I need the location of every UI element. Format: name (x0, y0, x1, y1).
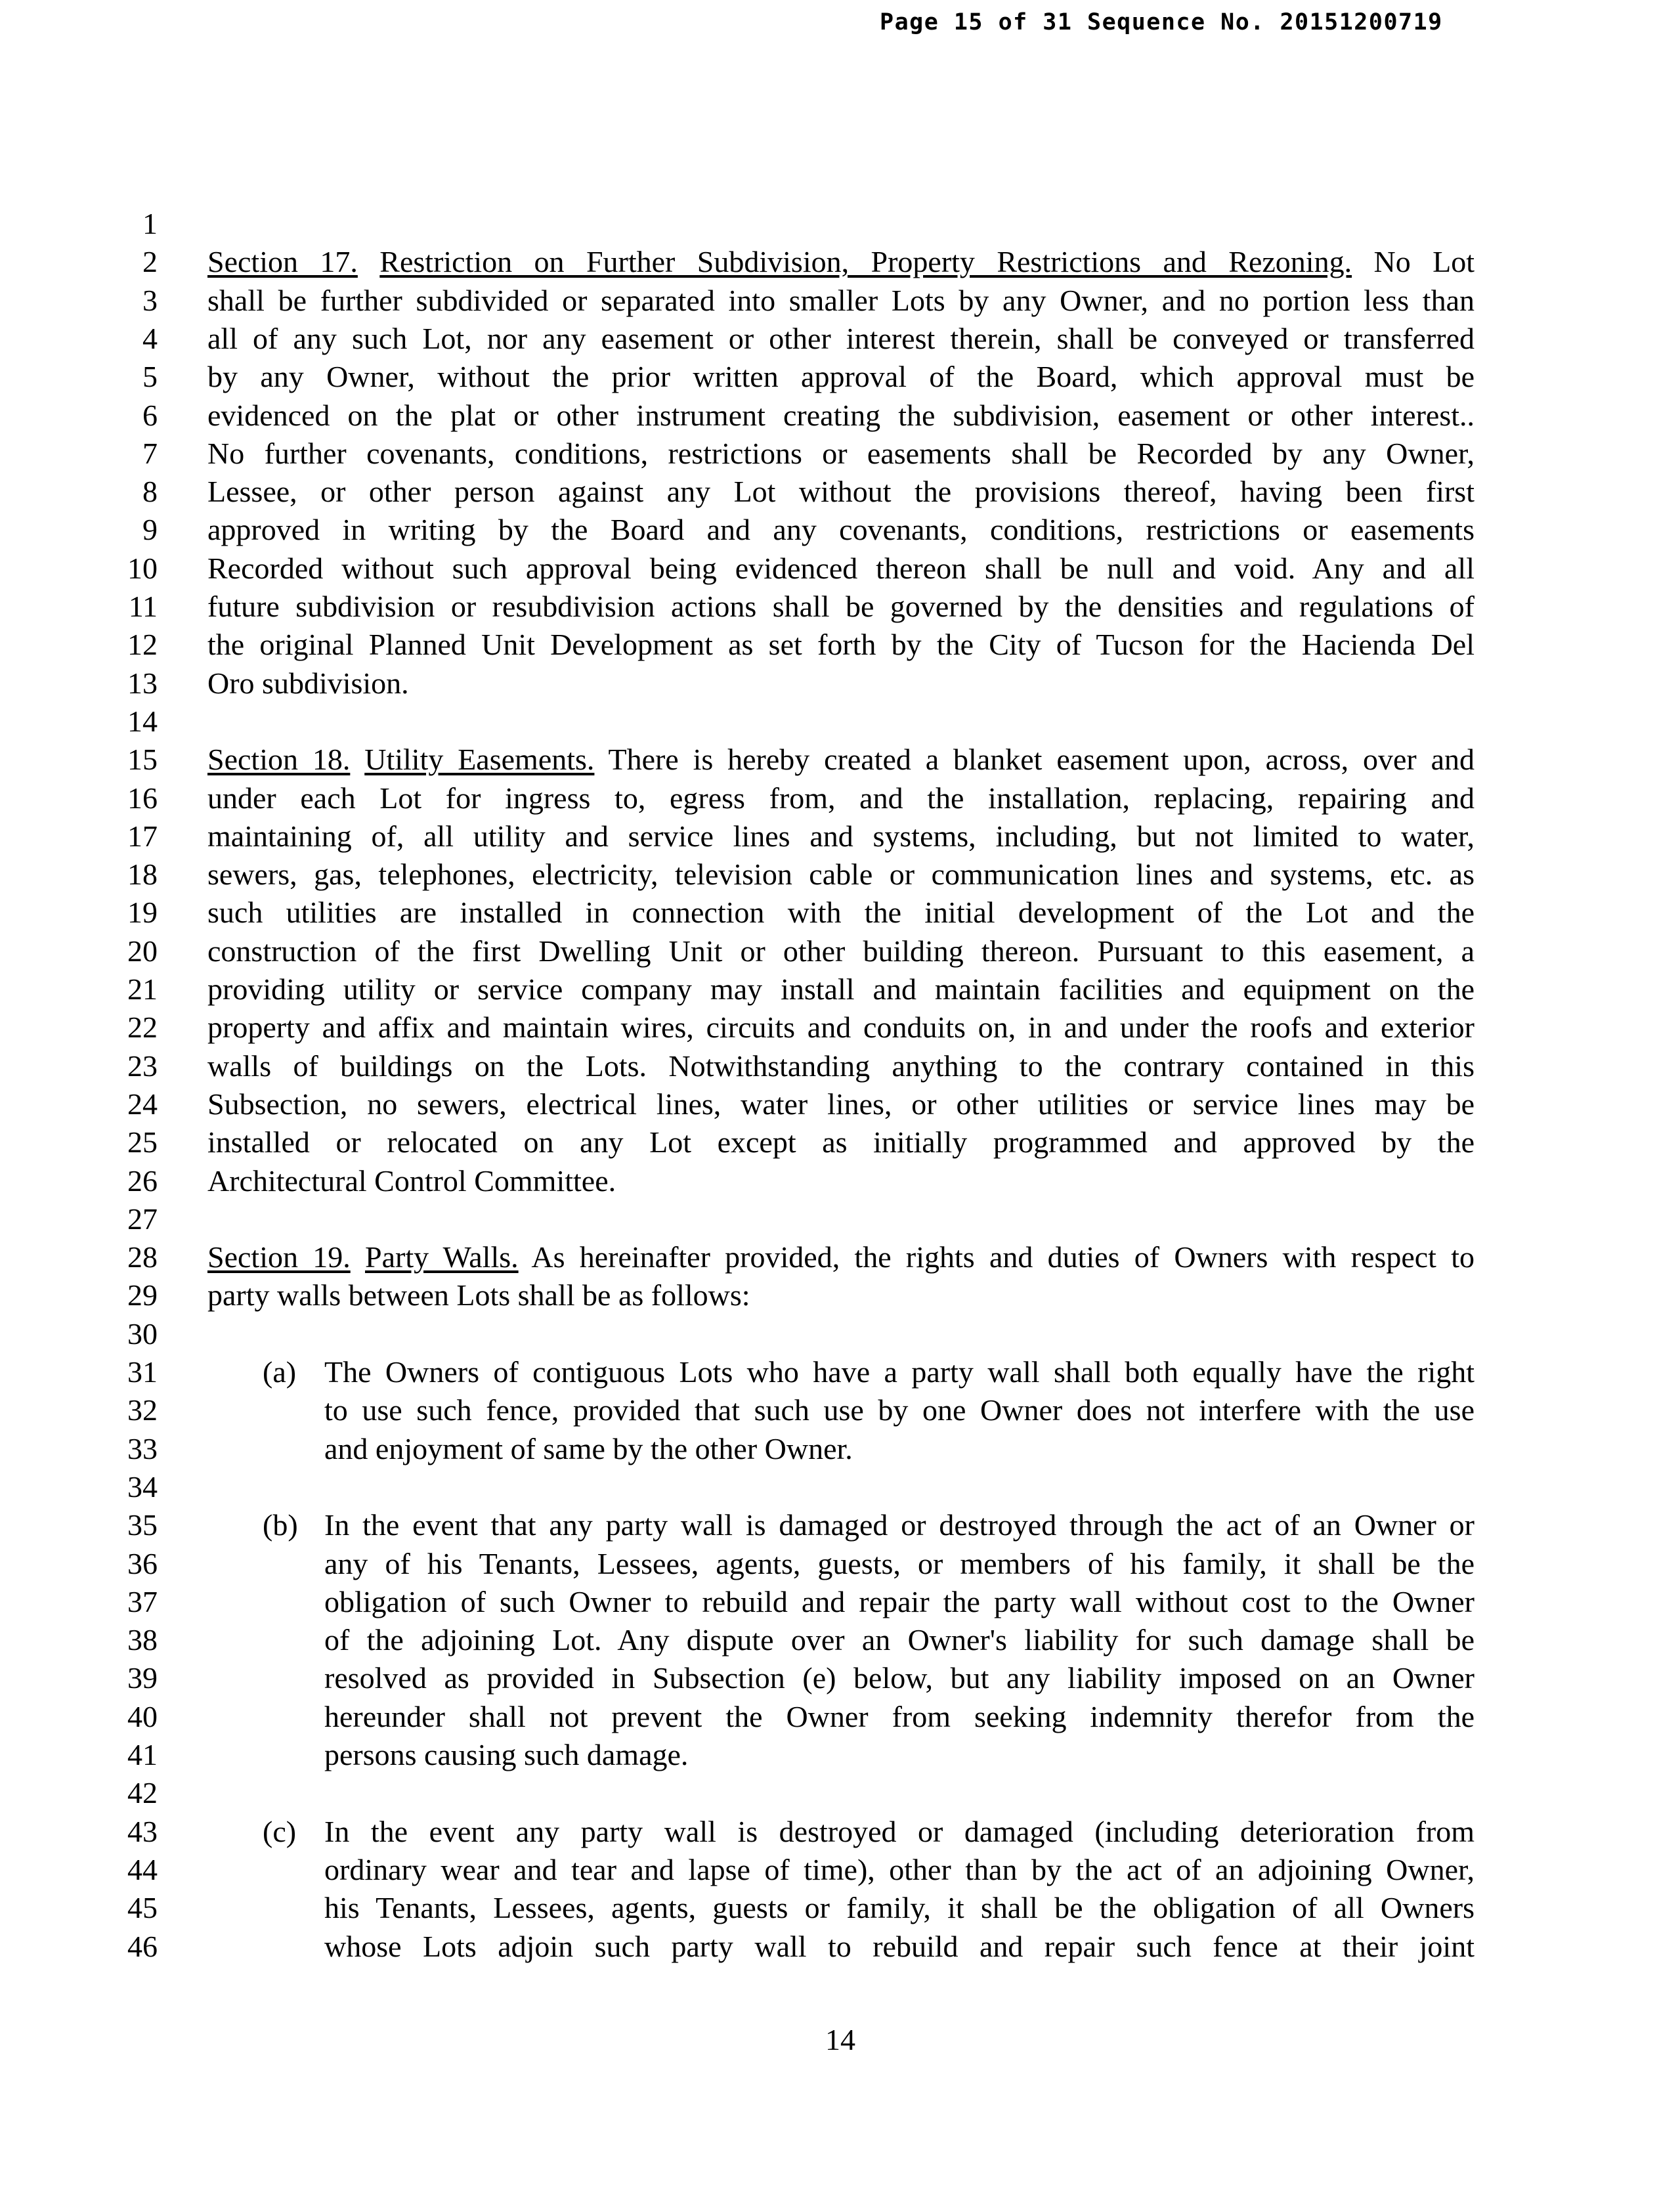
line-number: 31 (127, 1355, 158, 1389)
list-item-marker: (c) (263, 1814, 297, 1848)
list-item-text-line: to use such fence, provided that such use by one Owner does not interfere with the use (324, 1393, 1475, 1427)
document-line (0, 243, 1680, 281)
list-item-text-line: persons causing such damage. (324, 1738, 689, 1771)
document-line (0, 1315, 1680, 1353)
document-line (0, 894, 1680, 932)
line-number: 16 (127, 781, 158, 815)
line-number: 26 (127, 1163, 158, 1198)
document-line (0, 320, 1680, 358)
line-number: 19 (127, 896, 158, 930)
line-number: 13 (127, 666, 158, 700)
list-item-text-line: In the event any party wall is destroyed or damaged (including deterioration from (324, 1814, 1475, 1848)
document-line (0, 1813, 1680, 1851)
document-line (0, 1353, 1680, 1391)
line-number: 6 (142, 398, 158, 432)
line-number: 27 (127, 1202, 158, 1236)
document-line (0, 1621, 1680, 1659)
body-text-line: providing utility or service company may install and maintain facilities and equipment on the (207, 972, 1475, 1006)
document-line (0, 1085, 1680, 1123)
document-line (0, 397, 1680, 435)
list-item-text-line: whose Lots adjoin such party wall to rebuild and repair such fence at their joint (324, 1929, 1475, 1963)
section-text: There is hereby created a blanket easement upon, across, over and (608, 743, 1475, 777)
list-item-text-line: In the event that any party wall is damaged or destroyed through the act of an Owner or (324, 1508, 1475, 1542)
line-number: 41 (127, 1738, 158, 1771)
line-number: 5 (142, 360, 158, 394)
body-text-line: shall be further subdivided or separated into smaller Lots by any Owner, and no portion less than (207, 283, 1475, 317)
page-number: 14 (825, 2023, 855, 2056)
body-text-line: all of any such Lot, nor any easement or other interest therein, shall be conveyed or transferred (207, 321, 1475, 355)
list-item-text-line: any of his Tenants, Lessees, agents, guests, or members of his family, it shall be the (324, 1546, 1475, 1580)
document-line (0, 1851, 1680, 1889)
line-number: 9 (142, 513, 158, 547)
line-number: 43 (127, 1814, 158, 1848)
list-item-text-line: and enjoyment of same by the other Owner. (324, 1431, 853, 1465)
line-number: 21 (127, 972, 158, 1006)
section-label: Section 19. (207, 1240, 351, 1274)
list-item-text-line: of the adjoining Lot. Any dispute over an Owner's liability for such damage shall be (324, 1623, 1475, 1657)
document-line (0, 435, 1680, 473)
line-number: 4 (142, 321, 158, 355)
section-heading-line (207, 1238, 1475, 1276)
body-text-line: sewers, gas, telephones, electricity, television cable or communication lines and systems, etc. as (207, 857, 1475, 892)
line-number: 42 (127, 1776, 158, 1810)
list-item-text-line: his Tenants, Lessees, agents, guests or family, it shall be the obligation of all Owners (324, 1891, 1475, 1925)
line-number: 39 (127, 1661, 158, 1695)
body-text-line: maintaining of, all utility and service lines and systems, including, but not limited to water, (207, 819, 1475, 853)
line-number: 38 (127, 1623, 158, 1657)
line-number: 25 (127, 1125, 158, 1159)
line-number: 10 (127, 551, 158, 585)
section-heading-line (207, 243, 1475, 281)
line-number: 1 (142, 207, 158, 240)
section-heading-line (207, 741, 1475, 779)
body-text-line: party walls between Lots shall be as follows: (207, 1278, 750, 1312)
body-text-line: the original Planned Unit Development as set forth by the City of Tucson for the Hacienda Del (207, 628, 1475, 662)
document-line (0, 932, 1680, 970)
line-number: 33 (127, 1431, 158, 1465)
document-line (0, 511, 1680, 549)
line-number: 40 (127, 1699, 158, 1733)
line-number: 22 (127, 1010, 158, 1045)
document-line (0, 779, 1680, 817)
section-title: Restriction on Further Subdivision, Property Restrictions and Rezoning. (379, 245, 1352, 279)
document-line (0, 970, 1680, 1008)
line-number: 28 (127, 1240, 158, 1274)
line-number: 11 (128, 590, 158, 623)
document-line (0, 205, 1680, 243)
section-title: Party Walls. (365, 1240, 519, 1274)
line-number: 46 (127, 1929, 158, 1963)
section-text: No Lot (1373, 245, 1475, 279)
document-line (0, 1659, 1680, 1697)
body-text-line: future subdivision or resubdivision actions shall be governed by the densities and regulations of (207, 590, 1475, 623)
document-line (0, 1008, 1680, 1047)
document-line (0, 703, 1680, 741)
line-number: 17 (127, 819, 158, 853)
list-item-text-line: resolved as provided in Subsection (e) below, but any liability imposed on an Owner (324, 1661, 1475, 1695)
line-number: 36 (127, 1546, 158, 1580)
body-text-line: installed or relocated on any Lot except as initially programmed and approved by the (207, 1125, 1475, 1159)
body-text-line: property and affix and maintain wires, circuits and conduits on, in and under the roofs and exterior (207, 1010, 1475, 1045)
document-line (0, 1047, 1680, 1085)
line-number: 45 (127, 1891, 158, 1925)
line-number: 18 (127, 857, 158, 892)
document-line (0, 856, 1680, 894)
line-number: 29 (127, 1278, 158, 1312)
document-line (0, 358, 1680, 396)
document-line (0, 1162, 1680, 1200)
document-line (0, 550, 1680, 588)
line-number: 24 (127, 1087, 158, 1121)
list-item-text-line: The Owners of contiguous Lots who have a party wall shall both equally have the right (324, 1355, 1475, 1389)
document-line (0, 1774, 1680, 1812)
document-line (0, 1506, 1680, 1544)
document-line (0, 588, 1680, 626)
section-title: Utility Easements. (364, 743, 595, 777)
line-number: 35 (127, 1508, 158, 1542)
body-text-line: walls of buildings on the Lots. Notwithstanding anything to the contrary contained in this (207, 1049, 1475, 1083)
document-line (0, 1200, 1680, 1238)
document-line (0, 1889, 1680, 1927)
list-item-text-line: hereunder shall not prevent the Owner from seeking indemnity therefor from the (324, 1699, 1475, 1733)
body-text-line: Recorded without such approval being evidenced thereon shall be null and void. Any and all (207, 551, 1475, 585)
body-text-line: such utilities are installed in connection with the initial development of the Lot and the (207, 896, 1475, 930)
document-line (0, 1430, 1680, 1468)
body-text-line: Lessee, or other person against any Lot without the provisions thereof, having been first (207, 475, 1475, 509)
section-label: Section 17. (207, 245, 358, 279)
document-line (0, 626, 1680, 664)
body-text-line: evidenced on the plat or other instrument creating the subdivision, easement or other interest.. (207, 398, 1475, 432)
document-line (0, 1468, 1680, 1506)
line-number: 23 (127, 1049, 158, 1083)
list-item-marker: (b) (263, 1508, 298, 1542)
document-line (0, 1583, 1680, 1621)
line-number: 20 (127, 934, 158, 968)
line-number: 44 (127, 1852, 158, 1886)
line-number: 2 (142, 245, 158, 279)
section-label: Section 18. (207, 743, 351, 777)
document-line (0, 1276, 1680, 1314)
line-number: 15 (127, 743, 158, 777)
body-text-line: under each Lot for ingress to, egress from, and the installation, replacing, repairing and (207, 781, 1475, 815)
section-text: As hereinafter provided, the rights and duties of Owners with respect to (531, 1240, 1475, 1274)
page-header: Page 15 of 31 Sequence No. 20151200719 (880, 9, 1443, 35)
body-text-line: by any Owner, without the prior written approval of the Board, which approval must be (207, 360, 1475, 394)
document-line (0, 1698, 1680, 1736)
document-line (0, 1238, 1680, 1276)
line-number: 34 (127, 1469, 158, 1504)
document-line (0, 1391, 1680, 1429)
document-line (0, 741, 1680, 779)
document-line (0, 1736, 1680, 1774)
body-text-line: Subsection, no sewers, electrical lines, water lines, or other utilities or service lines may be (207, 1087, 1475, 1121)
line-number: 12 (127, 628, 158, 662)
body-text-line: approved in writing by the Board and any covenants, conditions, restrictions or easements (207, 513, 1475, 547)
list-item-text-line: ordinary wear and tear and lapse of time), other than by the act of an adjoining Owner, (324, 1852, 1475, 1886)
document-line (0, 817, 1680, 856)
list-item-text-line: obligation of such Owner to rebuild and repair the party wall without cost to the Owner (324, 1584, 1475, 1618)
body-text-line: construction of the first Dwelling Unit or other building thereon. Pursuant to this easement, a (207, 934, 1475, 968)
body-text-line: Oro subdivision. (207, 666, 409, 700)
line-number: 32 (127, 1393, 158, 1427)
document-line (0, 1123, 1680, 1161)
body-text-line: Architectural Control Committee. (207, 1163, 616, 1198)
line-number: 14 (127, 704, 158, 738)
document-line (0, 473, 1680, 511)
line-number: 8 (142, 475, 158, 509)
line-number: 7 (142, 436, 158, 470)
body-text-line: No further covenants, conditions, restrictions or easements shall be Recorded by any Owner, (207, 436, 1475, 470)
document-line (0, 1928, 1680, 1966)
line-number: 3 (142, 283, 158, 317)
line-number: 37 (127, 1584, 158, 1618)
document-line (0, 1545, 1680, 1583)
list-item-marker: (a) (263, 1355, 297, 1389)
document-line (0, 282, 1680, 320)
document-line (0, 664, 1680, 703)
line-number: 30 (127, 1316, 158, 1351)
